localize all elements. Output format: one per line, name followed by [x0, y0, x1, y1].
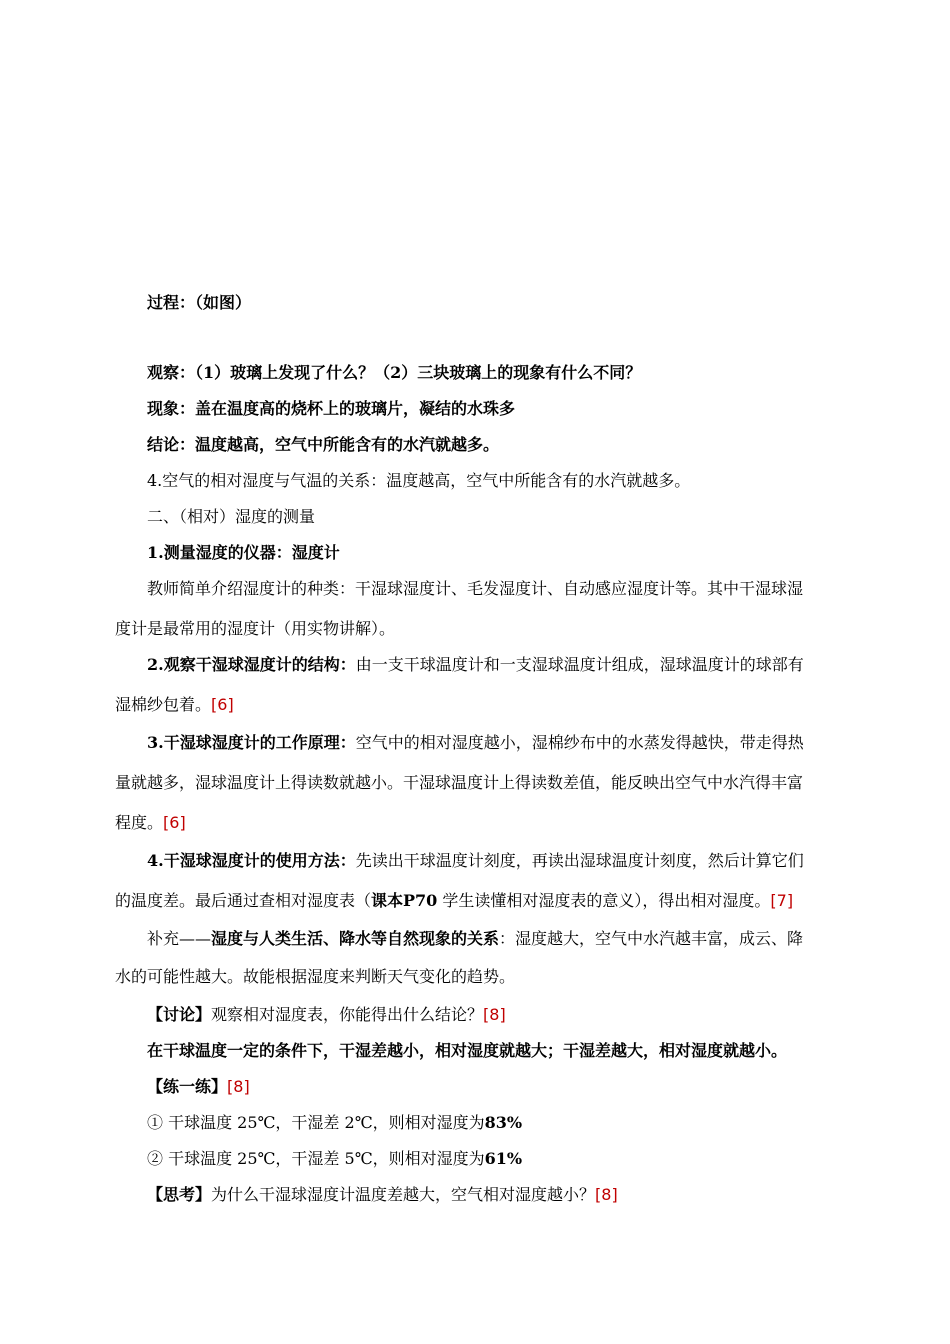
think-label: 【思考】 — [147, 1185, 212, 1204]
reference-7: [7] — [770, 891, 794, 910]
observe-line: 观察：（1）玻璃上发现了什么？（2）三块玻璃上的现象有什么不同？ — [147, 363, 642, 382]
supplement-topic: 湿度与人类生活、降水等自然现象的关系 — [211, 929, 500, 948]
textbook-ref: 课本P70 — [371, 891, 438, 910]
reference-8-a: [8] — [483, 1005, 506, 1024]
intro-line-2: 度计是最常用的湿度计（用实物讲解）。 — [115, 619, 396, 638]
structure-text-2: 湿棉纱包着。 — [115, 695, 212, 714]
usage-text-2a: 的温度差。最后通过查相对湿度表（ — [115, 891, 372, 910]
think-text: 为什么干湿球湿度计温度差越大，空气相对湿度越小？ — [211, 1185, 596, 1204]
principle-line-3 — [115, 812, 840, 834]
structure-line-2 — [115, 694, 840, 716]
principle-line-1 — [147, 732, 840, 754]
intro-line-1: 教师简单介绍湿度计的种类：干湿球湿度计、毛发湿度计、自动感应湿度计等。其中干湿球湿 — [147, 579, 804, 598]
process-heading: 过程：（如图） — [147, 293, 252, 312]
usage-label: 4.干湿球湿度计的使用方法： — [147, 851, 356, 870]
principle-text: 空气中的相对湿度越小，湿棉纱布中的水蒸发得越快，带走得热 — [355, 733, 804, 752]
supplement-line-1 — [147, 928, 840, 950]
reference-8-c: [8] — [595, 1185, 618, 1204]
question-2-text: ② 干球温度 25℃，干湿差 5℃，则相对湿度为 — [147, 1149, 485, 1168]
structure-line-1 — [147, 654, 840, 676]
question-1-text: ① 干球温度 25℃，干湿差 2℃，则相对湿度为 — [147, 1113, 485, 1132]
usage-line-2 — [115, 890, 840, 912]
discuss-line — [147, 1004, 840, 1026]
discuss-text: 观察相对湿度表，你能得出什么结论？ — [211, 1005, 484, 1024]
practice-heading — [147, 1076, 840, 1098]
relation-text: 温度越高，空气中所能含有的水汽就越多。 — [386, 471, 691, 490]
relation-line — [147, 470, 840, 492]
discuss-answer: 在干球温度一定的条件下，干湿差越小，相对湿度就越大；干湿差越大，相对湿度就越小。 — [147, 1041, 788, 1060]
supplement-text: ：湿度越大，空气中水汽越丰富，成云、降 — [499, 929, 804, 948]
conclusion-line: 结论：温度越高，空气中所能含有的水汽就越多。 — [147, 435, 500, 454]
structure-text: 由一支干球温度计和一支湿球温度计组成，湿球温度计的球部有 — [355, 655, 804, 674]
reference-6-a: [6] — [211, 695, 234, 714]
usage-text-2c: 学生读懂相对湿度表的意义），得出相对湿度。 — [437, 891, 771, 910]
instrument-heading: 1.测量湿度的仪器：湿度计 — [147, 543, 340, 562]
supplement-prefix: 补充—— — [147, 929, 212, 948]
structure-label: 2.观察干湿球湿度计的结构： — [147, 655, 356, 674]
supplement-line-2: 水的可能性越大。故能根据湿度来判断天气变化的趋势。 — [115, 967, 516, 986]
principle-line-2: 量就越多，湿球温度计上得读数就越小。干湿球温度计上得读数差值，能反映出空气中水汽得丰富 — [115, 773, 804, 792]
think-line — [147, 1184, 840, 1206]
principle-label: 3.干湿球湿度计的工作原理： — [147, 733, 356, 752]
reference-6-b: [6] — [163, 813, 186, 832]
practice-label: 【练一练】 — [147, 1077, 228, 1096]
discuss-label: 【讨论】 — [147, 1005, 212, 1024]
question-1-answer: 83% — [484, 1113, 523, 1132]
phenomenon-line: 现象：盖在温度高的烧杯上的玻璃片，凝结的水珠多 — [147, 399, 516, 418]
usage-text: 先读出干球温度计刻度，再读出湿球温度计刻度，然后计算它们 — [355, 851, 804, 870]
question-2 — [147, 1148, 840, 1170]
relation-label: 4.空气的相对湿度与气温的关系： — [147, 471, 387, 490]
usage-line-1 — [147, 850, 840, 872]
reference-8-b: [8] — [227, 1077, 250, 1096]
question-1 — [147, 1112, 840, 1134]
question-2-answer: 61% — [484, 1149, 523, 1168]
section-two-heading: 二、（相对）湿度的测量 — [147, 507, 316, 526]
principle-text-3: 程度。 — [115, 813, 164, 832]
